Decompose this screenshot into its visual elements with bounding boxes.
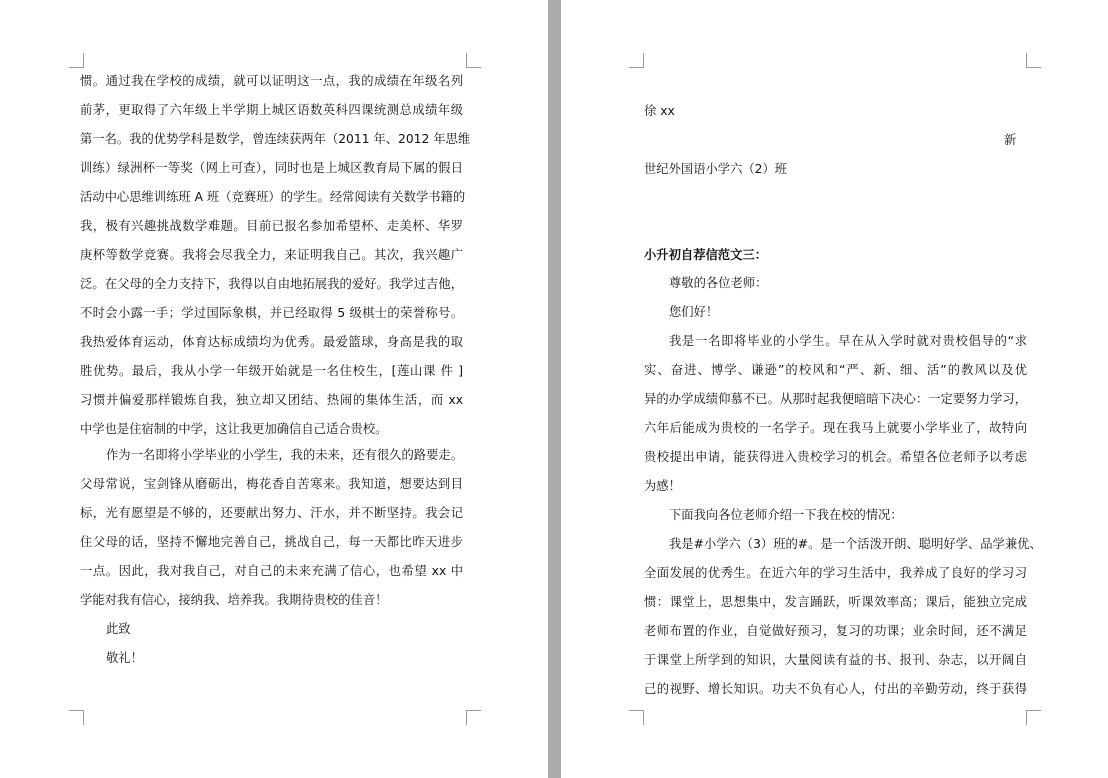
- page-right-text-line: 于课堂上所学到的知识，大量阅读有益的书、报刊、杂志，以开阔自: [644, 653, 1027, 667]
- page-left-text-line: 活动中心思维训练班 A 班（竞赛班）的学生。经常阅读有关数学书籍的: [80, 190, 466, 204]
- page-right-text-line: 徐 xx: [644, 104, 675, 118]
- margin-corner-top-left: [69, 53, 84, 68]
- page-right-text-line: 下面我向各位老师介绍一下我在校的情况：: [669, 508, 903, 522]
- page-left-text-line: 泛。在父母的全力支持下，我得以自由地拓展我的爱好。我学过吉他，: [80, 277, 463, 291]
- page-left-text-line: 庚杯等数学竞赛。我将会尽我全力，来证明我自己。其次，我兴趣广: [80, 248, 463, 262]
- page-right-text-line: 惯：课堂上，思想集中，发言踊跃，听课效率高；课后，能独立完成: [644, 595, 1027, 609]
- page-left-text-line: 惯。通过我在学校的成绩，就可以证明这一点，我的成绩在年级名列: [80, 74, 463, 88]
- page-right-text-line: 尊敬的各位老师：: [669, 276, 768, 290]
- page-right-text-line: 您们好！: [669, 305, 719, 319]
- page-right-text-line: 世纪外国语小学六（2）班: [644, 162, 788, 176]
- page-right-text-line: 小升初自荐信范文三：: [644, 248, 767, 262]
- page-left-text-line: 胜优势。最后，我从小学一年级开始就是一名住校生，[莲山课 件 ]: [80, 364, 463, 378]
- page-left-text-line: 敬礼！: [106, 651, 143, 665]
- page-left-text-line: 前茅，更取得了六年级上半学期上城区语数英科四课统测总成绩年级: [80, 103, 463, 117]
- page-left-text-line: 作为一名即将小学毕业的小学生，我的未来，还有很久的路要走。: [106, 448, 463, 462]
- page-left-text-line: 不时会小露一手；学过国际象棋，并已经取得 5 级棋士的荣誉称号。: [80, 306, 463, 320]
- margin-corner-top-right: [1026, 53, 1041, 68]
- page-left-text-line: 中学也是住宿制的中学，这让我更加确信自己适合贵校。: [80, 422, 388, 436]
- page-right-text-line: 我是#小学六（3）班的#。是一个活泼开朗、聪明好学、品学兼优、: [669, 537, 1042, 551]
- page-right-text-line: 六年后能成为贵校的一名学子。现在我马上就要小学毕业了，故特向: [644, 421, 1027, 435]
- page-left-text-line: 我，极有兴趣挑战数学难题。目前已报名参加希望杯、走美杯、华罗: [80, 219, 463, 233]
- page-left-text-line: 标，光有愿望是不够的，还要献出努力、汗水，并不断坚持。我会记: [80, 506, 463, 520]
- margin-corner-bottom-left: [69, 710, 84, 725]
- page-right-text-line: 为感！: [644, 479, 681, 493]
- page-left-text-line: 我热爱体育运动，体育达标成绩均为优秀。最爱篮球，身高是我的取: [80, 335, 463, 349]
- page-right-text-line: 实、奋进、博学、谦逊”的校风和“严、新、细、活”的教风以及优: [644, 363, 1027, 377]
- page-right-text-line: 新: [1004, 133, 1017, 147]
- page-right-text-line: 老师布置的作业，自觉做好预习，复习的功课；业余时间，还不满足: [644, 624, 1027, 638]
- page-right-text-line: 全面发展的优秀生。在近六年的学习生活中，我养成了良好的学习习: [644, 566, 1027, 580]
- page-left-text-line: 训练）绿洲杯一等奖（网上可查），同时也是上城区教育局下属的假日: [80, 161, 463, 175]
- page-left-text-line: 住父母的话，坚持不懈地完善自己，挑战自己，每一天都比昨天进步: [80, 535, 463, 549]
- page-left-text-line: 习惯并偏爱那样锻炼自我，独立却又团结、热闹的集体生活，而 xx: [80, 393, 463, 407]
- page-right-text-line: 我是一名即将毕业的小学生。早在从入学时就对贵校倡导的“求: [669, 334, 1027, 348]
- document-page-right: [561, 0, 1108, 778]
- page-right-text-line: 异的办学成绩仰慕不已。从那时起我便暗暗下决心：一定要努力学习，: [644, 392, 1027, 406]
- document-page-left: [0, 0, 548, 778]
- page-left-text-line: 学能对我有信心，接纳我、培养我。我期待贵校的佳音！: [80, 593, 388, 607]
- margin-corner-top-right: [466, 53, 481, 68]
- page-right-text-line: 贵校提出申请，能获得进入贵校学习的机会。希望各位老师予以考虑: [644, 450, 1027, 464]
- margin-corner-bottom-left: [629, 710, 644, 725]
- margin-corner-bottom-right: [466, 710, 481, 725]
- page-left-text-line: 父母常说，宝剑锋从磨砺出，梅花香自苦寒来。我知道，想要达到目: [80, 477, 463, 491]
- page-left-text-line: 一点。因此，我对我自己，对自己的未来充满了信心，也希望 xx 中: [80, 564, 463, 578]
- margin-corner-top-left: [629, 53, 644, 68]
- page-right-text-line: 己的视野、增长知识。功夫不负有心人，付出的辛勤劳动，终于获得: [644, 682, 1027, 696]
- page-left-text-line: 此致: [106, 622, 131, 636]
- page-left-text-line: 第一名。我的优势学科是数学，曾连续获两年（2011 年、2012 年思维: [80, 132, 471, 146]
- margin-corner-bottom-right: [1026, 710, 1041, 725]
